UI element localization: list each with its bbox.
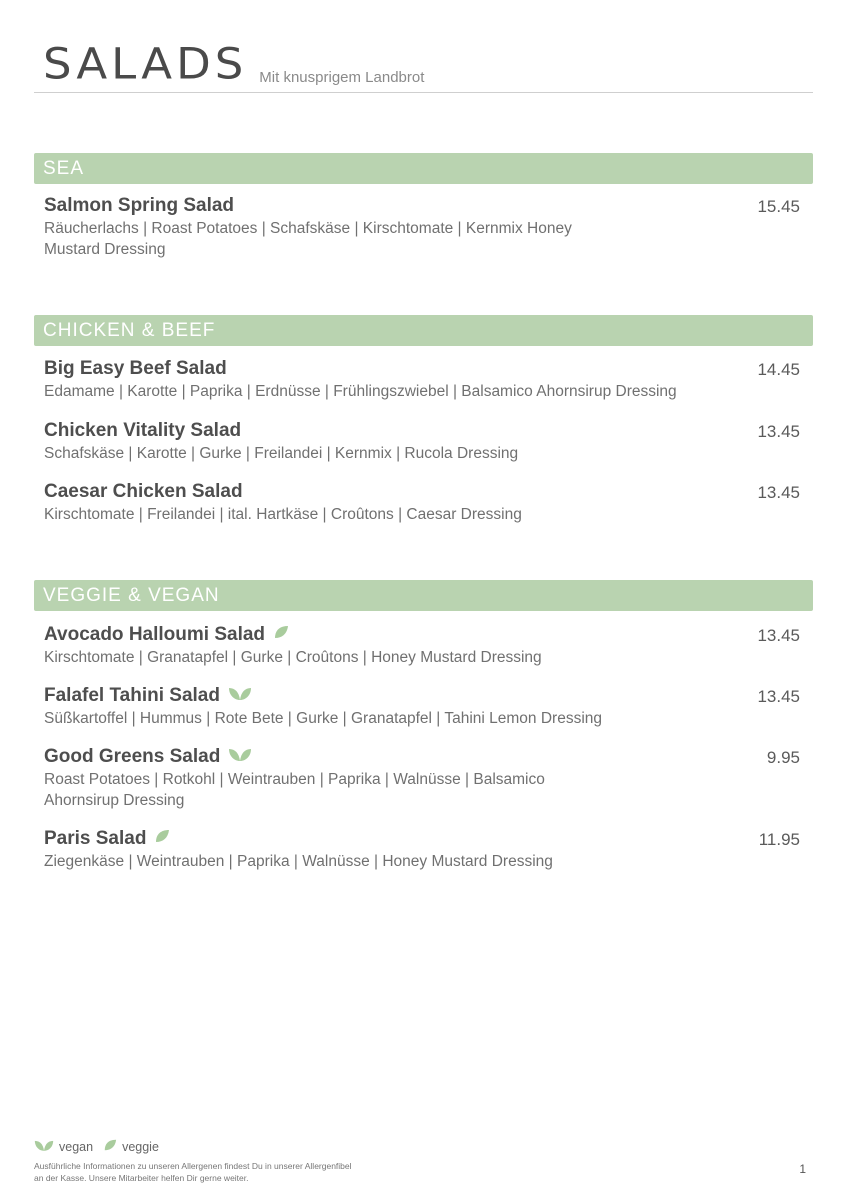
menu-item xyxy=(44,358,804,402)
section-bar-veggie-vegan xyxy=(34,580,813,611)
item-price: 13.45 xyxy=(757,422,800,441)
menu-item xyxy=(44,195,804,260)
menu-item xyxy=(44,624,804,668)
veggie-leaf-icon xyxy=(273,624,289,646)
section-bar-sea xyxy=(34,153,813,184)
item-description: Schafskäse | Karotte | Gurke | Freilandei | Kernmix | Rucola Dressing xyxy=(44,445,519,462)
diet-legend xyxy=(34,1138,169,1155)
vegan-leaf-icon xyxy=(228,685,252,707)
item-description: Räucherlachs | Roast Potatoes | Schafskäse | Kirschtomate | Kernmix Honey Mustard Dressing xyxy=(44,220,572,258)
item-description: Kirschtomate | Granatapfel | Gurke | Croûtons | Honey Mustard Dressing xyxy=(44,649,542,666)
item-description: Roast Potatoes | Rotkohl | Weintrauben | Paprika | Walnüsse | Balsamico Ahornsirup Dressing xyxy=(44,771,545,809)
item-description: Ziegenkäse | Weintrauben | Paprika | Walnüsse | Honey Mustard Dressing xyxy=(44,853,553,870)
item-price: 9.95 xyxy=(766,748,800,767)
item-name: Caesar Chicken Salad xyxy=(44,481,243,502)
legend-vegan-label: vegan xyxy=(59,1139,94,1154)
item-price: 15.45 xyxy=(757,197,800,216)
item-description: Edamame | Karotte | Paprika | Erdnüsse | Frühlingszwiebel | Balsamico Ahornsirup Dressing xyxy=(44,383,677,400)
legend-veggie-label: veggie xyxy=(122,1139,159,1154)
item-name: Salmon Spring Salad xyxy=(44,195,235,216)
item-price: 11.95 xyxy=(758,830,800,849)
allergen-note: Ausführliche Informationen zu unseren Allergenen findest Du in unserer Allergenfibel an der Kasse. Unsere Mitarbeiter helfen Dir gerne weiter. xyxy=(34,1161,352,1183)
section-label: VEGGIE & VEGAN xyxy=(43,585,220,606)
item-name-row xyxy=(44,624,289,646)
veggie-leaf-icon xyxy=(103,1138,117,1155)
item-name: Big Easy Beef Salad xyxy=(44,358,227,379)
item-price: 13.45 xyxy=(757,687,800,706)
menu-item xyxy=(44,685,804,729)
item-name: Good Greens Salad xyxy=(44,746,221,767)
section-label: SEA xyxy=(43,158,85,179)
item-price: 13.45 xyxy=(757,626,800,645)
menu-item xyxy=(44,420,804,464)
item-price: 14.45 xyxy=(757,360,800,379)
vegan-leaf-icon xyxy=(34,1138,54,1155)
page-header xyxy=(43,38,424,90)
header-divider xyxy=(34,92,813,93)
menu-item xyxy=(44,746,804,811)
item-name: Avocado Halloumi Salad xyxy=(44,624,266,645)
item-name: Paris Salad xyxy=(44,828,147,849)
vegan-leaf-icon xyxy=(228,746,252,768)
menu-item xyxy=(44,481,804,525)
item-price: 13.45 xyxy=(757,483,800,502)
section-label: CHICKEN & BEEF xyxy=(43,320,216,341)
page-title: SALADS xyxy=(43,38,248,89)
veggie-leaf-icon xyxy=(154,828,170,850)
item-name-row xyxy=(44,828,170,850)
menu-item xyxy=(44,828,804,872)
item-name: Falafel Tahini Salad xyxy=(44,685,220,706)
item-name-row xyxy=(44,746,252,768)
item-description: Süßkartoffel | Hummus | Rote Bete | Gurke | Granatapfel | Tahini Lemon Dressing xyxy=(44,710,603,727)
item-description: Kirschtomate | Freilandei | ital. Hartkäse | Croûtons | Caesar Dressing xyxy=(44,506,522,523)
section-bar-chicken-beef xyxy=(34,315,813,346)
item-name: Chicken Vitality Salad xyxy=(44,420,242,441)
item-name-row xyxy=(44,685,252,707)
page-subtitle: Mit knusprigem Landbrot xyxy=(259,69,425,86)
page-number: 1 xyxy=(799,1162,806,1176)
